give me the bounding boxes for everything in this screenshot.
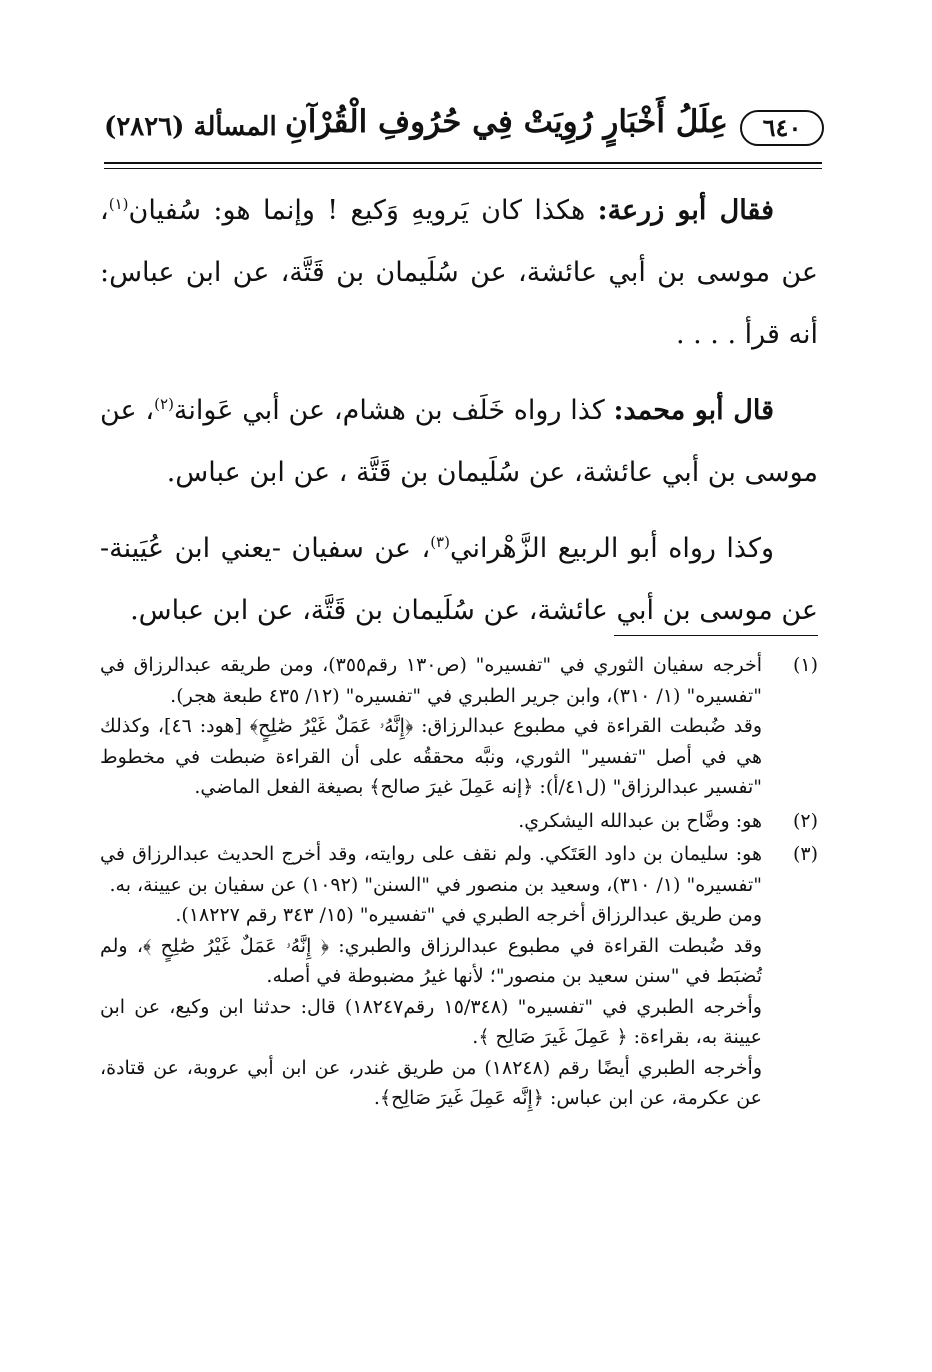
paragraph-1-text-b: ، عن موسى بن أبي عائشة، عن سُلَيمان بن قَتَّة، عن ابن عباس: أنه قرأ . . . . [100,195,818,350]
page-header [104,100,820,152]
speaker-abu-zura: فقال أبو زرعة: [597,195,774,226]
header-rule-thin [104,168,822,169]
footnote-line: ومن طريق عبدالرزاق أخرجه الطبري في "تفسيره" (١٥/ ٣٤٣ رقم ١٨٢٢٧). [175,904,762,926]
footnote-1 [100,650,818,803]
paragraph-2-text-b: ، عن موسى بن أبي عائشة، عن سُلَيمان بن قَتَّة ، عن ابن عباس. [100,395,818,488]
footnote-line: وقد ضُبطت القراءة في مطبوع عبدالرزاق: ﴿إِنَّهُۥ عَمَلٌ غَيْرُ صَٰلِحٍ﴾ [هود: ٤٦]، وكذلك هي في أصل "تفسير" الثوري، ونبَّه محققُه على أن القراءة ضبطت في مخطوط "تفسير عبدالرزاق" (ل٤١/أ): ﴿إنه عَمِلَ غيرَ صالح﴾ بصيغة الفعل الماضي. [100,715,762,798]
footnotes [100,650,818,1117]
paragraph-2 [100,380,818,504]
paragraph-3 [100,518,818,642]
footnote-number: (٣) [792,843,818,865]
footnote-ref-1: (١) [108,195,129,213]
footnote-line: وأخرجه الطبري أيضًا رقم (١٨٢٤٨) من طريق غندر، عن ابن أبي عروبة، عن قتادة، عن عكرمة، عن ابن عباس: ﴿إِنَّه عَمِلَ غَيرَ صَالِح﴾. [100,1056,763,1109]
paragraph-2-text-a: كذا رواه خَلَف بن هشام، عن أبي عَوانة [173,395,614,426]
paragraph-1-text-a: هكذا كان يَرويهِ وَكيع ! وإنما هو: سُفيان [128,195,598,226]
footnote-body [100,650,762,803]
footnote-ref-3: (٣) [430,533,450,551]
footnote-body [100,806,762,837]
footnote-ref-2: (٢) [154,395,174,413]
footnote-3 [100,839,818,1114]
footnote-line: هو: سليمان بن داود العَتَكي. ولم نقف على روايته، وقد أخرج الحديث عبدالرزاق في "تفسيره" (١/ ٣١٠)، وسعيد بن منصور في "السنن" (١٠٩٢) عن سفيان بن عيينة، به. [100,843,762,896]
main-text [100,180,818,656]
paragraph-1 [100,180,818,366]
footnote-number: (١) [792,654,818,676]
page-number: ٦٤٠ [740,110,824,146]
footnote-line: هو: وضَّاح بن عبدالله اليشكري. [518,809,762,832]
footnote-number: (٢) [792,809,818,832]
header-rule-thick [104,162,822,164]
masala-number: المسألة (٢٨٢٦) [104,112,277,142]
footnote-2 [100,806,818,837]
footnote-body [100,839,762,1114]
footnote-line: أخرجه سفيان الثوري في "تفسيره" (ص١٣٠ رقم٣٥٥)، ومن طريقه عبدالرزاق في "تفسيره" (١/ ٣١٠)، وابن جرير الطبري في "تفسيره" (١٢/ ٤٣٥ طبعة هجر). [100,654,763,707]
paragraph-3-text-b: ، عن سفيان -يعني ابن عُيَينة- عن موسى بن أبي عائشة، عن سُلَيمان بن قَتَّة، عن ابن عباس. [100,533,818,626]
footnote-line: وأخرجه الطبري في "تفسيره" (١٥/٣٤٨ رقم١٨٢٤٧) قال: حدثنا ابن وكيع، عن ابن عيينة به، بقراءة: ﴿ عَمِلَ غَيرَ صَالِح ﴾. [100,995,762,1048]
book-title: عِلَلُ أَخْبَارٍ رُوِيَتْ فِي حُرُوفِ الْقُرْآنِ [284,104,728,140]
footnote-separator [614,635,818,636]
paragraph-3-text-a: وكذا رواه أبو الربيع الزَّهْراني [449,533,774,564]
footnote-line: وقد ضُبطت القراءة في مطبوع عبدالرزاق والطبري: ﴿ إِنَّهُۥ عَمَلٌ غَيْرُ صَٰلِحٍ ﴾، ولم تُضبَط في "سنن سعيد بن منصور"؛ لأنها غيرُ مضبوطة في أصله. [100,934,762,987]
speaker-abu-muhammad: قال أبو محمد: [613,395,774,426]
